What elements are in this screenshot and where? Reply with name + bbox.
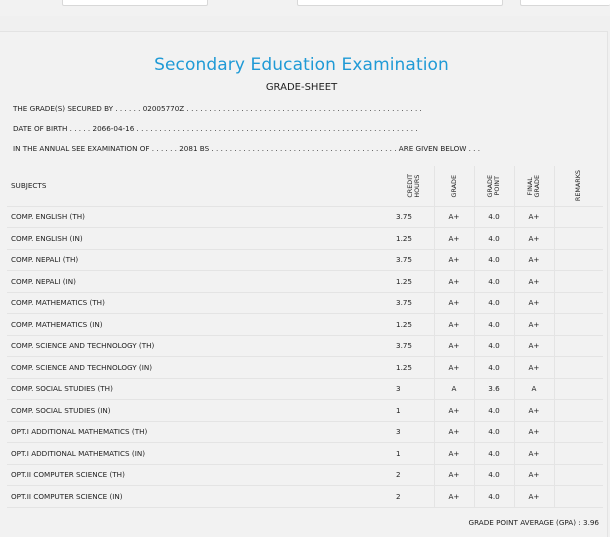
- table-row: [7, 421, 603, 443]
- grade-point-cell: 4.0: [474, 400, 514, 422]
- credit-hours-cell: 1.25: [394, 228, 434, 250]
- table-row: [7, 443, 603, 465]
- credit-hours-cell: 1: [394, 443, 434, 465]
- grade-point-cell: 4.0: [474, 292, 514, 314]
- remarks-cell: [554, 443, 603, 465]
- table-row: [7, 400, 603, 422]
- grade-cell: A+: [434, 228, 474, 250]
- remarks-cell: [554, 378, 603, 400]
- final-grade-cell: A+: [514, 228, 554, 250]
- final-grade-cell: A+: [514, 206, 554, 228]
- grade-cell: A+: [434, 206, 474, 228]
- grade-point-cell: 4.0: [474, 464, 514, 486]
- remarks-cell: [554, 314, 603, 336]
- remarks-cell: [554, 357, 603, 379]
- top-field-left[interactable]: [62, 0, 208, 6]
- grade-cell: A+: [434, 292, 474, 314]
- subject-cell: COMP. ENGLISH (TH): [7, 206, 394, 228]
- exam-line: IN THE ANNUAL SEE EXAMINATION OF . . . . . . 2081 BS . . . . . . . . . . . . . . . . . . . . . . . . . . . . . . . . . . . . . . . . . ARE GIVEN BELOW . . .: [13, 144, 481, 153]
- grades-table: [7, 166, 603, 508]
- header-remarks-label: REMARKS: [574, 170, 583, 202]
- table-row: [7, 249, 603, 271]
- grade-cell: A+: [434, 400, 474, 422]
- top-field-right[interactable]: [520, 0, 610, 6]
- final-grade-cell: A+: [514, 486, 554, 508]
- subject-cell: COMP. SCIENCE AND TECHNOLOGY (IN): [7, 357, 394, 379]
- top-field-middle[interactable]: [297, 0, 503, 6]
- credit-hours-cell: 3.75: [394, 206, 434, 228]
- table-header-row: [7, 166, 603, 206]
- final-grade-cell: A+: [514, 271, 554, 293]
- grade-point-cell: 4.0: [474, 271, 514, 293]
- final-grade-cell: A: [514, 378, 554, 400]
- grade-cell: A+: [434, 335, 474, 357]
- remarks-cell: [554, 292, 603, 314]
- subject-cell: COMP. SOCIAL STUDIES (IN): [7, 400, 394, 422]
- remarks-cell: [554, 421, 603, 443]
- table-row: [7, 335, 603, 357]
- final-grade-cell: A+: [514, 421, 554, 443]
- grade-point-cell: 4.0: [474, 335, 514, 357]
- remarks-cell: [554, 335, 603, 357]
- grade-cell: A+: [434, 464, 474, 486]
- header-grade-point: [474, 166, 514, 206]
- grade-point-cell: 4.0: [474, 357, 514, 379]
- grade-cell: A+: [434, 443, 474, 465]
- final-grade-cell: A+: [514, 314, 554, 336]
- subject-cell: OPT.I ADDITIONAL MATHEMATICS (IN): [7, 443, 394, 465]
- gpa-summary: GRADE POINT AVERAGE (GPA) : 3.96: [468, 518, 599, 527]
- date-of-birth-line: DATE OF BIRTH . . . . . 2066-04-16 . . . . . . . . . . . . . . . . . . . . . . . . . . . . . . . . . . . . . . . . . . . . . . . . . . . . . . . . . . . . . .: [13, 124, 418, 133]
- credit-hours-cell: 3: [394, 378, 434, 400]
- remarks-cell: [554, 464, 603, 486]
- table-row: [7, 378, 603, 400]
- subject-cell: OPT.II COMPUTER SCIENCE (IN): [7, 486, 394, 508]
- grade-cell: A+: [434, 314, 474, 336]
- grade-cell: A+: [434, 249, 474, 271]
- grade-cell: A+: [434, 421, 474, 443]
- grade-point-cell: 4.0: [474, 314, 514, 336]
- subject-cell: COMP. NEPALI (TH): [7, 249, 394, 271]
- table-row: [7, 464, 603, 486]
- final-grade-cell: A+: [514, 464, 554, 486]
- header-grade-point-label: GRADE POINT: [486, 174, 501, 197]
- page-title: Secondary Education Examination: [154, 55, 449, 75]
- table-row: [7, 271, 603, 293]
- remarks-cell: [554, 486, 603, 508]
- subject-cell: OPT.II COMPUTER SCIENCE (TH): [7, 464, 394, 486]
- grade-point-cell: 4.0: [474, 228, 514, 250]
- grade-cell: A: [434, 378, 474, 400]
- subject-cell: COMP. MATHEMATICS (TH): [7, 292, 394, 314]
- subject-cell: COMP. NEPALI (IN): [7, 271, 394, 293]
- credit-hours-cell: 1: [394, 400, 434, 422]
- table-row: [7, 206, 603, 228]
- table-row: [7, 486, 603, 508]
- credit-hours-cell: 3.75: [394, 249, 434, 271]
- subject-cell: COMP. MATHEMATICS (IN): [7, 314, 394, 336]
- grade-cell: A+: [434, 486, 474, 508]
- subject-cell: COMP. SCIENCE AND TECHNOLOGY (TH): [7, 335, 394, 357]
- remarks-cell: [554, 271, 603, 293]
- credit-hours-cell: 2: [394, 486, 434, 508]
- remarks-cell: [554, 228, 603, 250]
- credit-hours-cell: 3.75: [394, 335, 434, 357]
- credit-hours-cell: 3.75: [394, 292, 434, 314]
- grade-cell: A+: [434, 357, 474, 379]
- remarks-cell: [554, 249, 603, 271]
- grade-point-cell: 4.0: [474, 206, 514, 228]
- remarks-cell: [554, 206, 603, 228]
- table-row: [7, 228, 603, 250]
- remarks-cell: [554, 400, 603, 422]
- header-subjects: SUBJECTS: [7, 166, 394, 206]
- credit-hours-cell: 1.25: [394, 357, 434, 379]
- grade-point-cell: 4.0: [474, 421, 514, 443]
- header-final-grade: [514, 166, 554, 206]
- grade-point-cell: 3.6: [474, 378, 514, 400]
- table-row: [7, 292, 603, 314]
- credit-hours-cell: 1.25: [394, 271, 434, 293]
- page-subtitle: GRADE-SHEET: [265, 82, 338, 93]
- header-final-grade-label: FINAL GRADE: [526, 174, 541, 197]
- table-row: [7, 314, 603, 336]
- final-grade-cell: A+: [514, 249, 554, 271]
- grades-table-body: [7, 206, 603, 507]
- credit-hours-cell: 3: [394, 421, 434, 443]
- header-credit-hours-label: CREDIT HOURS: [405, 173, 421, 198]
- credit-hours-cell: 2: [394, 464, 434, 486]
- subject-cell: COMP. ENGLISH (IN): [7, 228, 394, 250]
- grade-point-cell: 4.0: [474, 443, 514, 465]
- final-grade-cell: A+: [514, 357, 554, 379]
- top-bar: [0, 0, 610, 16]
- final-grade-cell: A+: [514, 335, 554, 357]
- final-grade-cell: A+: [514, 400, 554, 422]
- final-grade-cell: A+: [514, 443, 554, 465]
- grade-point-cell: 4.0: [474, 249, 514, 271]
- header-grade-label: GRADE: [449, 174, 458, 197]
- credit-hours-cell: 1.25: [394, 314, 434, 336]
- header-grade: [434, 166, 474, 206]
- table-row: [7, 357, 603, 379]
- subject-cell: OPT.I ADDITIONAL MATHEMATICS (TH): [7, 421, 394, 443]
- header-credit-hours: [394, 166, 434, 206]
- grade-cell: A+: [434, 271, 474, 293]
- header-remarks: [554, 166, 603, 206]
- subject-cell: COMP. SOCIAL STUDIES (TH): [7, 378, 394, 400]
- grade-point-cell: 4.0: [474, 486, 514, 508]
- grades-secured-line: THE GRADE(S) SECURED BY . . . . . . 02005770Z . . . . . . . . . . . . . . . . . . . . . . . . . . . . . . . . . . . . . . . . . . . . . . . . . . . .: [13, 104, 422, 113]
- final-grade-cell: A+: [514, 292, 554, 314]
